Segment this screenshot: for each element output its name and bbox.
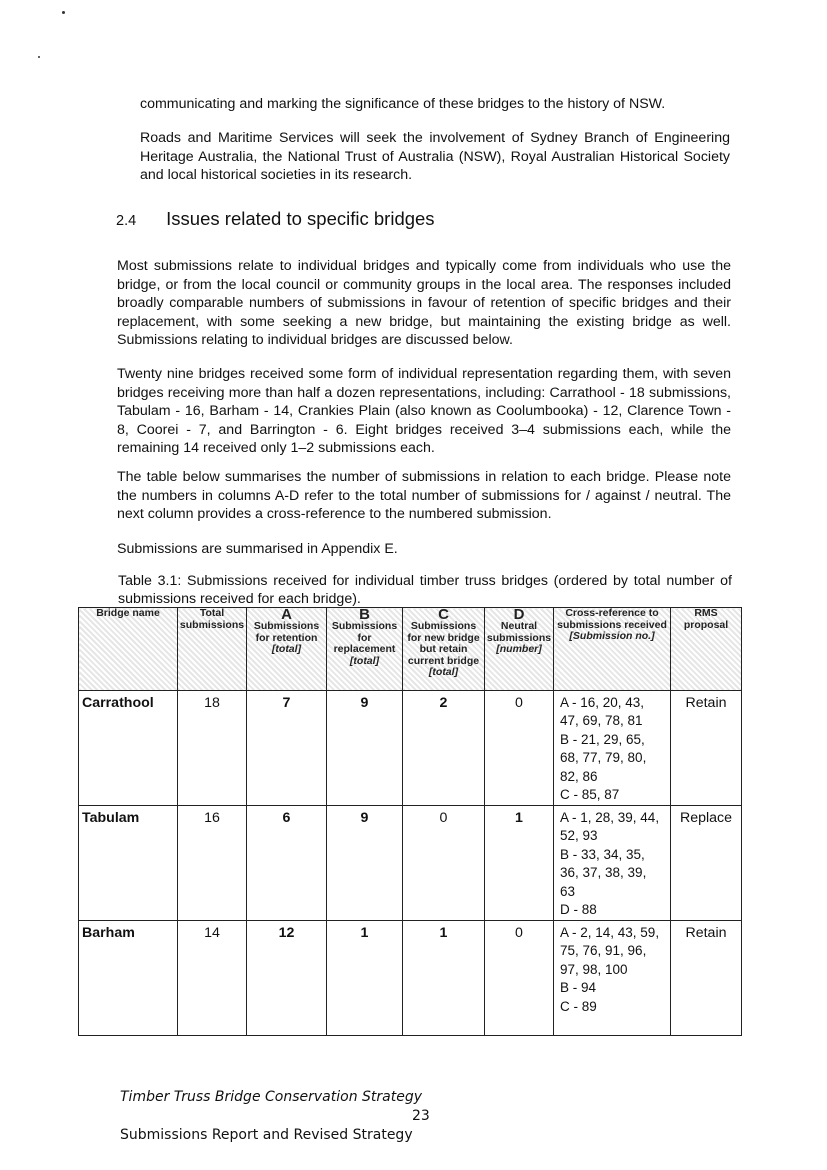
cell-a: 6 — [247, 806, 327, 921]
section-title: Issues related to specific bridges — [166, 208, 435, 229]
header-rms: RMS proposal — [671, 608, 742, 691]
cell-xref: A - 2, 14, 43, 59, 75, 76, 91, 96, 97, 98, 100 B - 94 C - 89 — [554, 921, 671, 1036]
cell-d: 0 — [485, 921, 554, 1036]
cell-a: 7 — [247, 691, 327, 806]
header-c-unit: [total] — [428, 666, 459, 678]
section-number: 2.4 — [116, 213, 137, 229]
page-number: 23 — [412, 1108, 430, 1124]
header-d-letter: D — [513, 606, 525, 623]
header-c — [403, 608, 485, 691]
scan-speck — [38, 56, 40, 58]
table-row — [79, 921, 742, 1036]
footer-report-title: Submissions Report and Revised Strategy — [120, 1127, 413, 1143]
paragraph-2: Twenty nine bridges received some form of individual representation regarding them, with seven bridges receiving more than half a dozen representations, including: Carrathool - 18 submissions, Tabulam - 16, Barham - 14, Crankies Plain (also known as Coolumbooka) - 12, Clarence Town - 8, Coorei - 7, and Barrington - 6. Eight bridges received 3–4 submissions each, while the remaining 14 received only 1–2 submissions each. — [117, 366, 731, 457]
header-a-text: Submissions for retention — [253, 620, 320, 644]
header-b-text: Submissions for replacement — [331, 620, 398, 655]
section-heading — [116, 208, 435, 230]
cell-bridge-name: Carrathool — [79, 691, 178, 806]
cell-xref: A - 1, 28, 39, 44, 52, 93 B - 33, 34, 35, 36, 37, 38, 39, 63 D - 88 — [554, 806, 671, 921]
paragraph-intro-end: communicating and marking the significance of these bridges to the history of NSW. — [140, 96, 666, 112]
paragraph-3: The table below summarises the number of submissions in relation to each bridge. Please note the numbers in columns A-D refer to the total number of submissions for / against / neutral. The next column provides a cross-reference to the numbered submission. — [117, 469, 731, 523]
cell-rms-proposal: Replace — [671, 806, 742, 921]
cell-rms-proposal: Retain — [671, 691, 742, 806]
cell-a: 12 — [247, 921, 327, 1036]
cell-bridge-name: Tabulam — [79, 806, 178, 921]
table-caption: Table 3.1: Submissions received for individual timber truss bridges (ordered by total number of submissions received for each bridge). — [118, 573, 732, 607]
header-a-letter: A — [281, 606, 292, 623]
header-b-unit: [total] — [349, 654, 380, 667]
cell-xref: A - 16, 20, 43, 47, 69, 78, 81 B - 21, 29, 65, 68, 77, 79, 80, 82, 86 C - 85, 87 — [554, 691, 671, 806]
header-c-text: Submissions for new bridge but retain current bridge — [407, 620, 480, 667]
table-header-row — [79, 608, 742, 691]
cell-b: 1 — [327, 921, 403, 1036]
cell-total: 14 — [178, 921, 247, 1036]
header-b — [327, 608, 403, 691]
cell-d: 1 — [485, 806, 554, 921]
scan-speck — [62, 11, 65, 14]
paragraph-4: Submissions are summarised in Appendix E. — [117, 541, 398, 557]
cell-total: 18 — [178, 691, 247, 806]
header-a-unit: [total] — [271, 643, 302, 655]
submissions-table — [78, 607, 742, 1036]
header-xref — [554, 608, 671, 691]
header-xref-text: Cross-reference to submissions received — [557, 607, 667, 631]
header-b-letter: B — [359, 606, 370, 623]
header-d-unit: [number] — [496, 643, 542, 655]
cell-rms-proposal: Retain — [671, 921, 742, 1036]
header-c-letter: C — [438, 606, 449, 623]
header-total: Total submissions — [178, 608, 247, 691]
cell-bridge-name: Barham — [79, 921, 178, 1036]
table-row — [79, 806, 742, 921]
cell-c: 0 — [403, 806, 485, 921]
header-bridge-name: Bridge name — [79, 608, 178, 691]
footer-document-title: Timber Truss Bridge Conservation Strategy — [120, 1089, 422, 1105]
cell-total: 16 — [178, 806, 247, 921]
cell-b: 9 — [327, 806, 403, 921]
cell-b: 9 — [327, 691, 403, 806]
cell-d: 0 — [485, 691, 554, 806]
header-d-text: Neutral submissions — [486, 620, 552, 644]
table-row — [79, 691, 742, 806]
paragraph-1: Most submissions relate to individual bridges and typically come from individuals who use the bridge, or from the local council or community groups in the local area. The responses included broadly comparable numbers of submissions in favour of retention of specific bridges and their replacement, with some seeking a new bridge, but maintaining the existing bridge as well. Submissions relating to individual bridges are discussed below. — [117, 258, 731, 349]
header-d — [485, 608, 554, 691]
header-xref-unit: [Submission no.] — [569, 630, 655, 642]
paragraph-rms-research: Roads and Maritime Services will seek the involvement of Sydney Branch of Engineering Heritage Australia, the National Trust of Australia (NSW), Royal Australian Historical Society and local historical societies in its research. — [140, 130, 730, 184]
cell-c: 2 — [403, 691, 485, 806]
header-a — [247, 608, 327, 691]
cell-c: 1 — [403, 921, 485, 1036]
